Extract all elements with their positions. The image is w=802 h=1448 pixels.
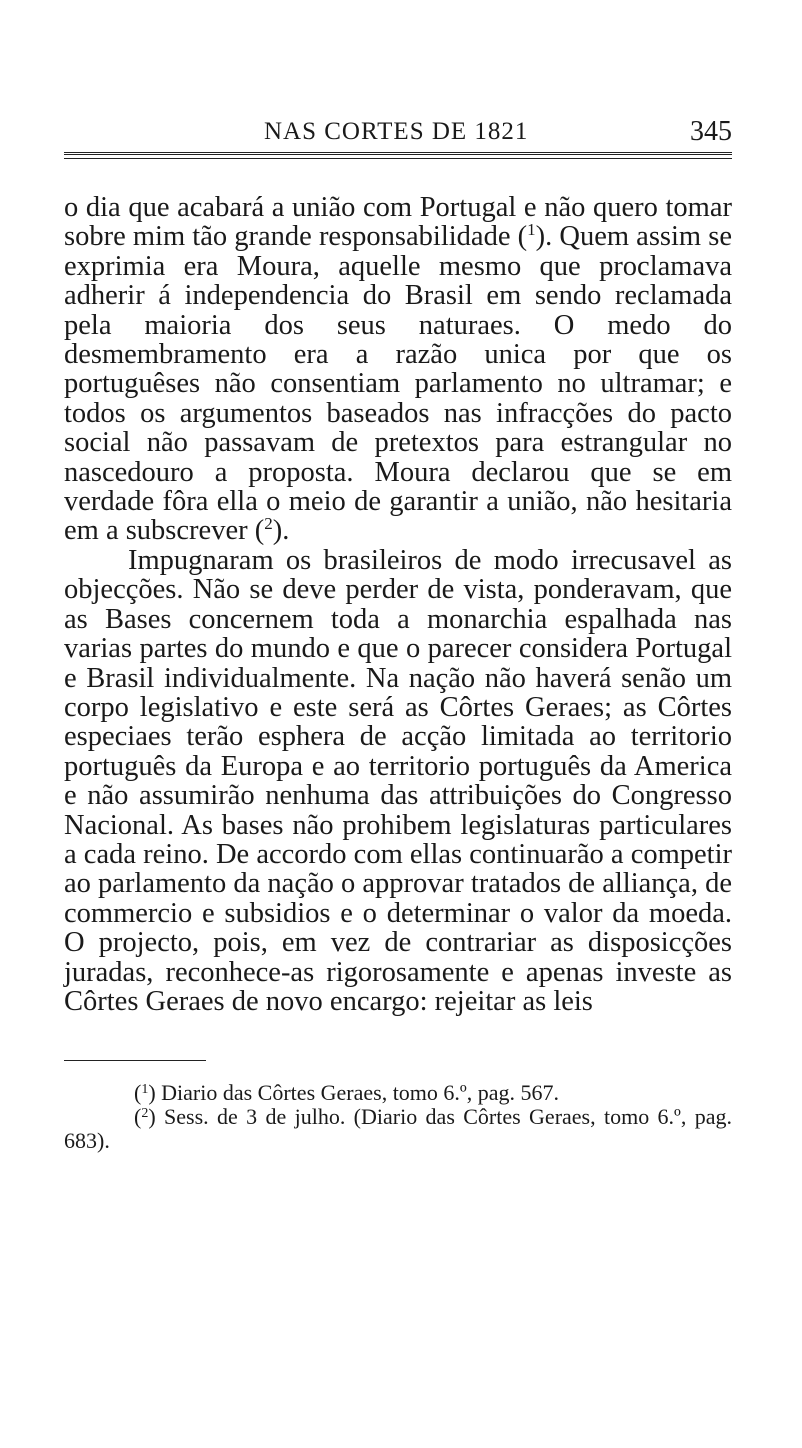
paragraph-1 — [64, 193, 732, 546]
page-number: 345 — [690, 116, 732, 147]
header-rule — [64, 152, 732, 159]
footnote-2-mark: 2 — [141, 1106, 149, 1122]
paragraph-2: Impugnaram os brasileiros de modo irrecusavel as objecções. Não se deve perder de vista, ponderavam, que as Bases concernem toda a monarchia espalhada nas varias partes do mundo e que o parecer considera Portugal e Brasil individualmente. Na nação não haverá senão um corpo legislativo e este será as Côrtes Geraes; as Côrtes especiaes terão esphera de acção limitada ao territorio português da Europa e ao territorio português da America e não assumirão nenhuma das attribuições do Congresso Nacional. As bases não prohibem legislaturas particulares a cada reino. De accordo com ellas continuarão a competir ao parlamento da nação o approvar tratados de alliança, de commercio e subsidios e o determinar o valor da moeda. O projecto, pois, em vez de contrariar as disposicções juradas, reconhece-as rigorosamente e apenas investe as Côrtes Geraes de novo encargo: rejeitar as leis — [64, 544, 732, 1017]
footnotes — [64, 1081, 732, 1153]
footnote-ref-1: 1 — [527, 220, 536, 240]
running-head — [64, 112, 732, 152]
footnote-rule — [64, 1060, 206, 1061]
footnote-2 — [64, 1105, 732, 1153]
footnote-2-close: ) — [148, 1104, 156, 1130]
book-page — [64, 112, 732, 1153]
footnote-ref-2: 2 — [264, 514, 273, 534]
footnote-1-close: ) — [148, 1080, 156, 1106]
paragraph-1-part-b: ). Quem assim se exprimia era Moura, aquelle mesmo que proclamava adherir á independencia do Brasil em sendo reclamada pela maioria dos seus naturaes. O medo do desmembramento era a razão unica por que os portuguêses não consentiam parlamento no ultramar; e todos os argumentos baseados nas infracções do pacto social não passavam de pretextos para estrangular no nascedouro a proposta. Moura declarou que se em verdade fôra ella o meio de garantir a união, não hesitaria em a subscrever ( — [64, 221, 732, 547]
running-title: NAS CORTES DE 1821 — [264, 118, 529, 145]
paragraph-1-part-c: ). — [272, 515, 290, 547]
body-text — [64, 193, 732, 1016]
footnote-1-text: Diario das Côrtes Geraes, tomo 6.º, pag. 567. — [155, 1080, 560, 1106]
footnote-2-open: ( — [134, 1104, 142, 1130]
paragraph-1-part-a: o dia que acabará a união com Portugal e não quero tomar sobre mim tão grande responsabilidade ( — [64, 192, 732, 253]
footnote-2-text: Sess. de 3 de julho. (Diario das Côrtes Geraes, tomo 6.º, pag. 683). — [64, 1104, 732, 1154]
footnote-1-mark: 1 — [141, 1082, 149, 1098]
footnote-1-open: ( — [134, 1080, 142, 1106]
footnote-1 — [64, 1081, 732, 1105]
